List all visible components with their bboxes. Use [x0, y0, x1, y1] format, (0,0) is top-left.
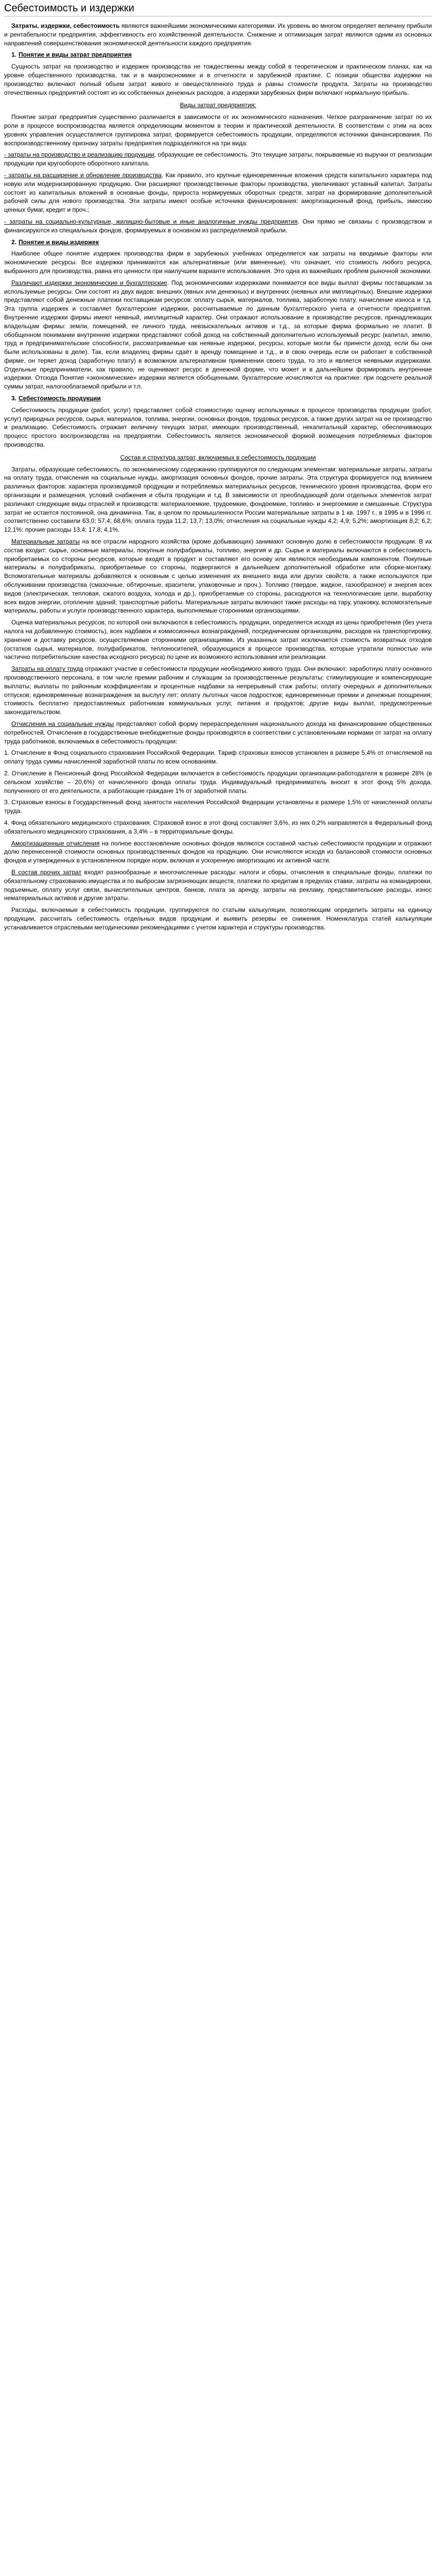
paragraph-text: входят разнообразные и многочисленные расходы: налоги и сборы, отчисления в специальные фонды, платежи по обязательному страхованию имущества и по выбросам загрязняющих веществ, платежи по кредитам в пределах ставки, затраты на командировки, подъемные, оплату услуг связи, вычислительных центров, банков, плата за аренду, затраты на рекламу, представительские расходы, износ нематериальных активов и другие затраты. [4, 868, 432, 902]
list-item [4, 749, 432, 766]
subsection-heading: Состав и структура затрат, включаемых в себестоимость продукции [120, 453, 316, 461]
paragraph-text: , образующие ее себестоимость. Это текущие затраты, покрываемые из выручки от реализации продукции при кругообороте оборотного капитала. [4, 151, 432, 167]
section-title: Понятие и виды затрат предприятия [19, 51, 132, 59]
list-item [4, 769, 432, 795]
underlined-term: Различают издержки экономические и бухгалтерские [11, 279, 167, 286]
paragraph-text: на все отрасли народного хозяйства (кроме добывающих) занимают основную долю в себестоимости продукции. В их состав входит: сырье, основные материалы, покупные полуфабрикаты, топливо, энергия и др. Сырье и материалы включаются в себестоимость приобретаемых со стороны ресурсов, которые входят в продукт и составляют его основу или являются необходимым компонентом. Покупные материалы и полуфабрикаты, приобретаемые со стороны, подвергаются в дальнейшем дополнительной обработке или сборке-монтажу. Вспомогательные материалы добавляются к основным с целью изменения их внешнего вида или других свойств, а также используются при обслуживании производства (смазочные, обтирочные, красители, упаковочные и проч.). Топливо (твердое, жидкое, газообразное) и энергия всех видов (электрическая, тепловая, сжатого воздуха, холода и др.), приобретаемые со стороны, расходуются на технологические цели, выработку всех видов энергии, отопление зданий, транспортные работы. Материальные затраты включают также расходы на тару, упаковку, вспомогательные материалы, работы и услуги производственного характера, выполняемые сторонними организациями. [4, 538, 432, 615]
section-title: Себестоимость продукции [19, 395, 101, 402]
lead-term: Затраты, издержки, себестоимость [11, 22, 120, 29]
underlined-term: Амортизационные отчисления [11, 839, 100, 847]
underlined-term: В состав прочих затрат [11, 868, 82, 876]
paragraph [4, 720, 432, 745]
underlined-term: - затраты на социально-культурные, жилищно-бытовые и иные аналогичные нужды предприятия [4, 217, 298, 225]
list-item [4, 819, 432, 836]
section-number: 1. [11, 51, 17, 59]
paragraph-text: Наиболее общее понятие издержек производства фирм в зарубежных учебниках определяется как затраты на вводимые факторы или экономические ресурсы. Все издержки принимаются как альтернативные (или вмененные), что означает, что стоимость любого ресурса, выбранного для производства, равна его ценности при наилучшем варианте использования. Это одна из важнейших проблем рыночной экономики. [4, 250, 432, 275]
paragraph-text: являются важнейшими экономическими категориями. Их уровень во многом определяет величину прибыли и рентабельности предприятия, эффективность его хозяйственной деятельности. Снижение и оптимизация затрат являются одним из основных направлений совершенствования экономической деятельности каждого предприятия. [4, 22, 432, 47]
paragraph-text: Затраты, образующие себестоимость, по экономическому содержанию группируются по следующим элементам: материальные затраты, затраты на оплату труда, отчисления на социальные нужды, амортизация основных фондов, прочие затраты. Эта структура формируется под влиянием различных факторов: характера производимой продукции и потребляемых материальных ресурсов, технического уровня производства, форм его организации и размещения, условий снабжения и сбыта продукции и т.д. В зависимости от преобладающей доли отдельных элементов затрат различают следующие виды отраслей и производств: материалоемкие, трудоемкие, фондоемкие, топливо- и энергоемкие и смешанные. Структура затрат не остается постоянной, она динамична. Так, в целом по промышленности России материальные затраты в 1 кв. 1997 г., в 1995 и в 1996 гг. соответственно составили 63,0; 57,4; 68,6%; оплата труда 11,2; 13,7; 13,0%; отчисления на социальные нужды 4,2; 4,9; 5,2%; амортизация 8,2; 6,2; 12,1%; прочие расходы 13,4; 17,8; 4,1%. [4, 465, 432, 534]
list-item [4, 150, 432, 168]
paragraph-text: . Как правило, это крупные единовременные вложения средств капитального характера под новую или модернизированную продукцию. Они расширяют производственные факторы производства, увеличивают уставный капитал. Затраты состоят из капитальных вложений в основные фонды, прироста нормируемых оборотных средств, затрат на формирование дополнительной рабочей силы для нового производства. Эти затраты имеют особые источники финансирования: амортизационный фонд, прибыль, эмиссию ценных бумаг, кредит и проч.; [4, 171, 432, 214]
paragraph-text: Сущность затрат на производство и издержек производства не тождественны между собой в теоретическом и практическом планах, как на уровне общественного производства, так и в макроэкономике и в отчетности и зарубежной практике. С позиции общества издержки на производство включают полный объем затрат живого и овеществленного труда и равны стоимости продукта. Затраты на производство отечественных предприятий состоят из их собственных денежных расходов, а издержки зарубежных фирм включают нормальную прибыль. [4, 63, 432, 96]
paragraph-text: Понятие затрат предприятия существенно различается в зависимости от их экономического назначения. Четкое разграничение затрат по их роли в процессе воспроизводства является определяющим моментом в теории и практической деятельности. В соответствии с этим на всех уровнях управления осуществляется группировка затрат, формируется себестоимость продукции, определяются источники финансирования. По воспроизводственному признаку затраты предприятия подразделяются на три вида: [4, 113, 432, 147]
document [0, 0, 436, 941]
paragraph [4, 868, 432, 903]
section-heading [4, 50, 432, 59]
paragraph [4, 537, 432, 615]
paragraph-text: Себестоимость продукции (работ, услуг) представляет собой стоимостную оценку используемых в процессе производства продукции (работ, услуг) природных ресурсов, сырья, материалов, топлива, энергии, основных фондов, трудовых ресурсов, а также других затрат на ее производство и реализацию. Себестоимость отражает величину текущих затрат, имеющих производственный, некапитальный характер, обеспечивающих процесс простого воспроизводства на предприятии. Себестоимость является экономической формой возмещения потребляемых факторов производства. [4, 406, 432, 449]
underlined-term: - затраты на производство и реализацию продукции [4, 151, 154, 159]
section-title: Понятие и виды издержек [19, 238, 99, 246]
paragraph [4, 839, 432, 865]
section-heading [4, 238, 432, 247]
paragraph [4, 406, 432, 449]
paragraph-text: 4. Фонд обязательного медицинского страхования. Страховой взнос в этот фонд составляет 3,6%, из них 0,2% направляется в Федеральный фонд обязательного медицинского страхования, а 3,4% – в территориальные фонды. [4, 819, 432, 835]
paragraph [4, 906, 432, 931]
underlined-term: - затраты на расширение и обновление производства [4, 171, 162, 179]
underlined-term: Затраты на оплату труда [11, 665, 83, 673]
list-item [4, 217, 432, 235]
underlined-term: Материальные затраты [11, 538, 80, 546]
paragraph-text: . Под экономическими издержками понимается все виды выплат фирмы поставщикам за используемые ресурсы. Они состоят из двух видов: внешних (явных или денежных) и внутренних (неявных или имплицитных). Внешние издержки представляют собой денежные платежи поставщикам ресурсов: оплату сырья, материалов, топлива, заработную плату, начисление износа и т.д. Эта группа издержек и составляет бухгалтерские издержки, рассчитываемые по данным бухгалтерского учета и отчетности предприятия. Внутренние издержки фирмы имеют неявный, имплицитный характер. Они отражают использование в производстве ресурсов, принадлежащих владельцам фирмы: земли, помещений, ее личного труда, невзыскательных активов и т.д., за которые фирма формально не платит. В обобщенном понимании внутренние издержки представляют собой доход на собственный дополнительно используемый ресурс (капитал, землю, труд и предпринимательские способности, рассматриваемые как неявные издержки, ресурсы, которые могли бы принести доход, если бы они были использованы в деле). Так, если владелец фирмы сдаёт в аренду помещение и т.д., и в свою очередь если он работает в собственной фирме, он теряет доход (заработную плату) в возможном альтернативном применении своего труда, то это и является неявными издержками. Отдельные предприниматели, как правило, не оценивают ресурс в денежной форме, что может и в дальнейшем формировать внутренние издержки. Отсюда Понятие «экономические» издержки является обобщенными, бухгалтерские исчисляются на практике: при подсчете реальной суммы затрат, налогооблагаемой прибыли и т.п. [4, 279, 432, 391]
paragraph-text: Оценка материальных ресурсов, по которой они включаются в себестоимость продукции, определяется исходя из цены приобретения (без учета налога на добавленную стоимость), всех надбавок и комиссионных вознаграждений, посредническим организациям, расходов на транспортировку, хранение и доставку ресурсов, осуществляемые сторонними организациями. Из указанных затрат исключается стоимость возвратных отходов (остатков сырья, материалов, полуфабрикатов, теплоносителей, образующихся в процессе производства, которые утратили полностью или частично потребительские качества исходного ресурса) по цене их возможного использования или реализации. [4, 619, 432, 661]
list-item [4, 171, 432, 214]
paragraph-text: отражают участие в себестоимости продукции необходимого живого труда. Они включают: заработную плату основного производственного персонала, в том числе премии рабочим и служащим за производственные результаты; стимулирующие и компенсирующие выплаты; выплаты по районным коэффициентам и процентные надбавки за непрерывный стаж работы; оплату очередных и дополнительных отпусков; единовременные вознаграждения за выслугу лет; оплату льготных часов подростков; единовременные премии и денежные поощрения; стоимость бесплатно предоставляемых работникам коммунальных услуг, питания и продуктов; другие виды выплат, предусмотренные законодательством. [4, 665, 432, 716]
underlined-term: Отчисления на социальные нужды [11, 720, 114, 727]
subsection-heading: Виды затрат предприятия: [180, 101, 256, 109]
paragraph-text: . Они прямо не связаны с производством и финансируются из специальных фондов, формируемых в основном из распределяемой прибыли. [4, 217, 432, 234]
paragraph [4, 62, 432, 97]
document-body [4, 22, 432, 932]
paragraph-text: на полное восстановление основных фондов являются составной частью себестоимости продукции и отражают долю перенесенной стоимости основных производственных фондов на продукцию. Они исчисляются исходя из балансовой стоимости основных фондов и утвержденных в установленном порядке норм, включая и ускоренную амортизацию их активной части. [4, 839, 432, 865]
page-title: Себестоимость и издержки [4, 2, 432, 16]
paragraph [4, 249, 432, 275]
section-number: 2. [11, 238, 17, 246]
paragraph [4, 279, 432, 391]
paragraph [4, 113, 432, 147]
paragraph [4, 465, 432, 534]
paragraph-text: Расходы, включаемые в себестоимость продукции, группируются по статьям калькуляции, позволяющим определить затраты на единицу продукции, рассчитать себестоимость отдельных видов продукции и выявить резервы ее снижения. Номенклатура статей калькуляции устанавливается отраслевыми методическими рекомендациями с учетом характера и структуры производства. [4, 906, 432, 931]
section-number: 3. [11, 395, 17, 402]
paragraph [4, 618, 432, 662]
paragraph-text: представляют собой форму перераспределения национального дохода на финансирование общественных потребностей. Отчисления в государственные внебюджетные фонды производятся в соответствии с установленными нормами от затрат на оплату труда работников, включаемых в себестоимость продукции: [4, 720, 432, 745]
paragraph [4, 665, 432, 717]
list-item [4, 798, 432, 816]
paragraph-text: 1. Отчисление в Фонд социального страхования Российской Федерации. Тариф страховых взносов установлен в размере 5,4% от отчисляемой на оплату труда суммы начисленной заработной платы по всем основаниям. [4, 749, 432, 766]
paragraph-text: 3. Страховые взносы в Государственный фонд занятости населения Российской Федерации установлены в размере 1,5% от начисленной оплаты труда. [4, 799, 432, 815]
paragraph [4, 22, 432, 47]
section-heading [4, 394, 432, 403]
paragraph-text: 2. Отчисление в Пенсионный фонд Российской Федерации включается в себестоимость продукции организации-работодателя в размере 28% (в сельском хозяйстве – 20,6%) от начисленного фонда оплаты труда. Индивидуальный предприниматель вносит в этот фонд 5% дохода, полученного от его деятельности, а работающие граждане 1% от заработной платы. [4, 769, 432, 794]
